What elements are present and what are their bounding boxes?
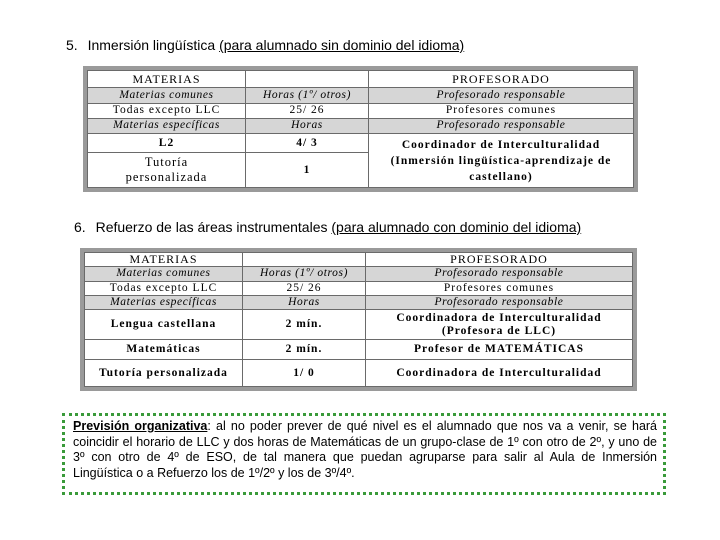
- header-empty: [246, 71, 369, 88]
- table-row: [88, 88, 634, 103]
- table-header-row: [88, 71, 634, 88]
- coordinadora-detail: (Profesora de LLC): [441, 324, 557, 337]
- section-6-subtitle: (para alumnado con dominio del idioma): [331, 219, 582, 235]
- note-label: Previsión organizativa: [73, 419, 208, 433]
- table-row: [85, 267, 633, 281]
- cell: Lengua castellana: [85, 310, 243, 340]
- header-profesorado: PROFESORADO: [369, 71, 634, 88]
- note-text: : al no poder prever de qué nivel es el alumnado que nos va a venir, se hará coincidir el horario de LLC y dos horas de Matemáticas de un grupo-clase de 1º con otro de 2º, y uno de 3º con otro de 4º de ESO, de tal manera que puedan agruparse para salir al Aula de Inmersión Lingüística o a Refuerzo los de 1º/2º y los de 3º/4º.: [73, 419, 658, 480]
- table-header-row: [85, 253, 633, 267]
- cell: Profesores comunes: [369, 103, 634, 118]
- cell: Profesores comunes: [366, 281, 633, 295]
- section-6-number: 6.: [74, 219, 86, 235]
- cell: 25/ 26: [243, 281, 366, 295]
- tutoria-label: Tutoría personalizada: [125, 155, 208, 185]
- cell-profesorado: [366, 310, 633, 340]
- table-refuerzo-grid: [84, 252, 633, 387]
- cell: Materias específicas: [85, 295, 243, 309]
- cell: Todas excepto LLC: [85, 281, 243, 295]
- cell: Profesorado responsable: [366, 295, 633, 309]
- header-materias: MATERIAS: [88, 71, 246, 88]
- section-6-title: Refuerzo de las áreas instrumentales: [95, 219, 328, 235]
- section-6-heading: [74, 219, 581, 236]
- prevision-note: [62, 413, 666, 495]
- header-materias: MATERIAS: [85, 253, 243, 267]
- table-row: [88, 103, 634, 118]
- cell: Coordinadora de Interculturalidad: [366, 360, 633, 387]
- cell: 1: [246, 153, 369, 188]
- cell: Horas: [246, 118, 369, 133]
- table-row: [88, 118, 634, 133]
- cell: [85, 360, 243, 387]
- header-empty: [243, 253, 366, 267]
- cell: 2 mín.: [243, 339, 366, 359]
- cell: Profesorado responsable: [369, 88, 634, 103]
- cell: L2: [88, 134, 246, 153]
- section-5-title: Inmersión lingüística: [87, 37, 216, 53]
- cell: Todas excepto LLC: [88, 103, 246, 118]
- table-row: [85, 295, 633, 309]
- cell: 2 mín.: [243, 310, 366, 340]
- table-row: [85, 360, 633, 387]
- table-row: [85, 310, 633, 340]
- table-inmersion-grid: [87, 70, 634, 188]
- cell: Materias comunes: [88, 88, 246, 103]
- cell: Horas (1º/ otros): [246, 88, 369, 103]
- section-5-number: 5.: [66, 37, 78, 53]
- cell: Materias específicas: [88, 118, 246, 133]
- cell: Profesorado responsable: [369, 118, 634, 133]
- cell: [88, 153, 246, 188]
- header-profesorado: PROFESORADO: [366, 253, 633, 267]
- tutoria-label: Tutoría personalizada: [99, 367, 228, 380]
- cell: Profesorado responsable: [366, 267, 633, 281]
- table-row: [85, 281, 633, 295]
- cell: Horas: [243, 295, 366, 309]
- coordinadora-label: Coordinadora de Interculturalidad: [396, 311, 602, 324]
- table-inmersion: [83, 66, 638, 192]
- table-refuerzo: [80, 248, 637, 391]
- coordinador-label: Coordinador de Interculturalidad: [401, 138, 601, 151]
- cell: Horas (1º/ otros): [243, 267, 366, 281]
- cell: 4/ 3: [246, 134, 369, 153]
- cell: Materias comunes: [85, 267, 243, 281]
- section-5-subtitle: (para alumnado sin dominio del idioma): [219, 37, 465, 53]
- table-row: [88, 134, 634, 153]
- cell-profesorado: [369, 134, 634, 188]
- cell: Matemáticas: [85, 339, 243, 359]
- coordinador-detail: (Inmersión lingüística-aprendizaje de castellano): [390, 154, 612, 183]
- cell: 1/ 0: [243, 360, 366, 387]
- section-5-heading: [66, 37, 464, 54]
- cell: Profesor de MATEMÁTICAS: [366, 339, 633, 359]
- cell: 25/ 26: [246, 103, 369, 118]
- table-row: [85, 339, 633, 359]
